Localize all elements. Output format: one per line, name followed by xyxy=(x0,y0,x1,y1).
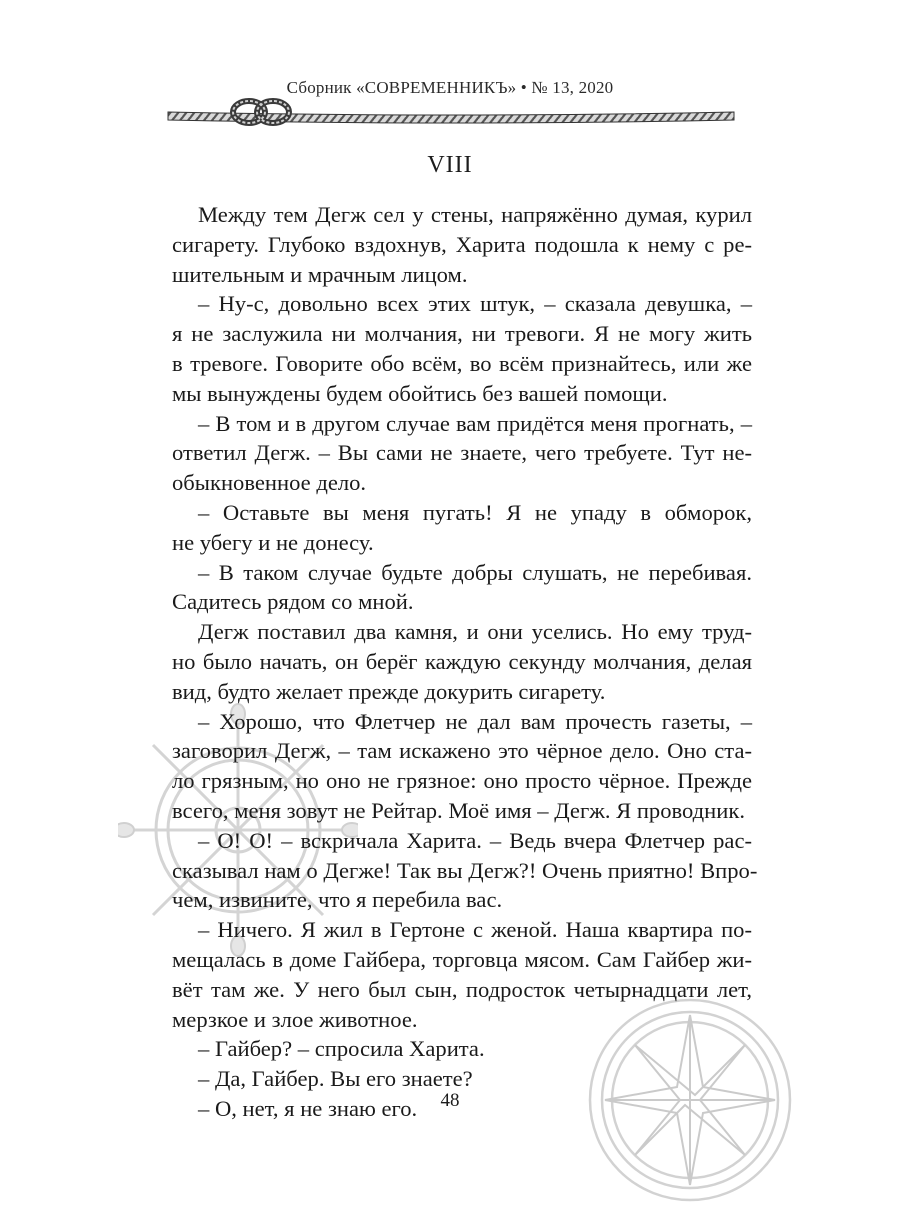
running-head: Сборник «СОВРЕМЕННИКЪ» • № 13, 2020 xyxy=(286,78,614,97)
text-line: – В таком случае будьте добры слушать, не перебивая. xyxy=(198,559,752,585)
text-line: ответил Дегж. – Вы сами не знаете, чего требуете. Тут не- xyxy=(172,440,752,466)
text-line: – В том и в другом случае вам придётся меня прогнать, – xyxy=(198,410,752,436)
text-line: Между тем Дегж сел у стены, напряжённо думая, курил xyxy=(198,202,752,227)
text-line: в тревоге. Говорите обо всём, во всём признайтесь, или же xyxy=(172,350,752,376)
rope-knot-divider-icon xyxy=(166,98,736,132)
paragraph xyxy=(172,498,752,558)
text-line: я не заслужила ни молчания, ни тревоги. Я не могу жить xyxy=(172,321,752,347)
text-line: мы вынуждены будем обойтись без вашей помощи. xyxy=(172,380,668,406)
body-text xyxy=(172,200,758,1124)
text-line: но было начать, он берёг каждую секунду молчания, делая xyxy=(172,648,752,674)
text-line: не убегу и не донесу. xyxy=(172,529,374,555)
text-line: шительным и мрачным лицом. xyxy=(172,261,468,287)
paragraph xyxy=(172,558,752,618)
text-line: – Да, Гайбер. Вы его знаете? xyxy=(198,1066,473,1092)
text-line: мерзкое и злое животное. xyxy=(172,1006,418,1032)
text-line: Садитесь рядом со мной. xyxy=(172,589,414,615)
text-line: – Оставьте вы меня пугать! Я не упаду в обморок, xyxy=(198,499,752,525)
text-line: вид, будто желает прежде докурить сигарету. xyxy=(172,678,606,704)
paragraph xyxy=(172,915,752,1034)
text-line: – Ничего. Я жил в Гертоне с женой. Наша квартира по- xyxy=(198,917,752,943)
text-line: Дегж поставил два камня, и они уселись. Но ему труд- xyxy=(198,619,752,645)
paragraph xyxy=(172,707,752,826)
text-line: – Гайбер? – спросила Харита. xyxy=(198,1036,485,1062)
chapter-heading: VIII xyxy=(427,152,473,178)
paragraph xyxy=(172,826,758,915)
paragraph xyxy=(172,409,752,498)
text-line: ло грязным, но оно не грязное: оно просто чёрное. Прежде xyxy=(172,768,752,794)
text-line: – О! О! – вскричала Харита. – Ведь вчера Флетчер рас- xyxy=(198,827,752,853)
text-line: вёт там же. У него был сын, подросток четырнадцати лет, xyxy=(172,976,752,1002)
text-line: заговорил Дегж, – там искажено это чёрное дело. Оно ста- xyxy=(172,738,752,764)
text-line: – Ну-с, довольно всех этих штук, – сказала девушка, – xyxy=(198,291,752,317)
paragraph xyxy=(172,1034,752,1064)
text-line: сигарету. Глубоко вздохнув, Харита подошла к нему с ре- xyxy=(172,231,752,257)
page-number: 48 xyxy=(440,1090,460,1111)
text-line: обыкновенное дело. xyxy=(172,470,367,496)
paragraph xyxy=(172,200,752,289)
paragraph xyxy=(172,289,752,408)
text-line: мещалась в доме Гайбера, торговца мясом. Сам Гайбер жи- xyxy=(172,946,752,972)
text-line: – Хорошо, что Флетчер не дал вам прочесть газеты, – xyxy=(198,708,752,734)
text-line: всего, меня зовут не Рейтар. Моё имя – Дегж. Я проводник. xyxy=(172,797,745,823)
paragraph xyxy=(172,617,752,706)
text-line: чем, извините, что я перебила вас. xyxy=(172,887,503,913)
text-line: сказывал нам о Дегже! Так вы Дегж?! Очень приятно! Впро- xyxy=(172,857,758,883)
text-line: – О, нет, я не знаю его. xyxy=(198,1095,418,1121)
